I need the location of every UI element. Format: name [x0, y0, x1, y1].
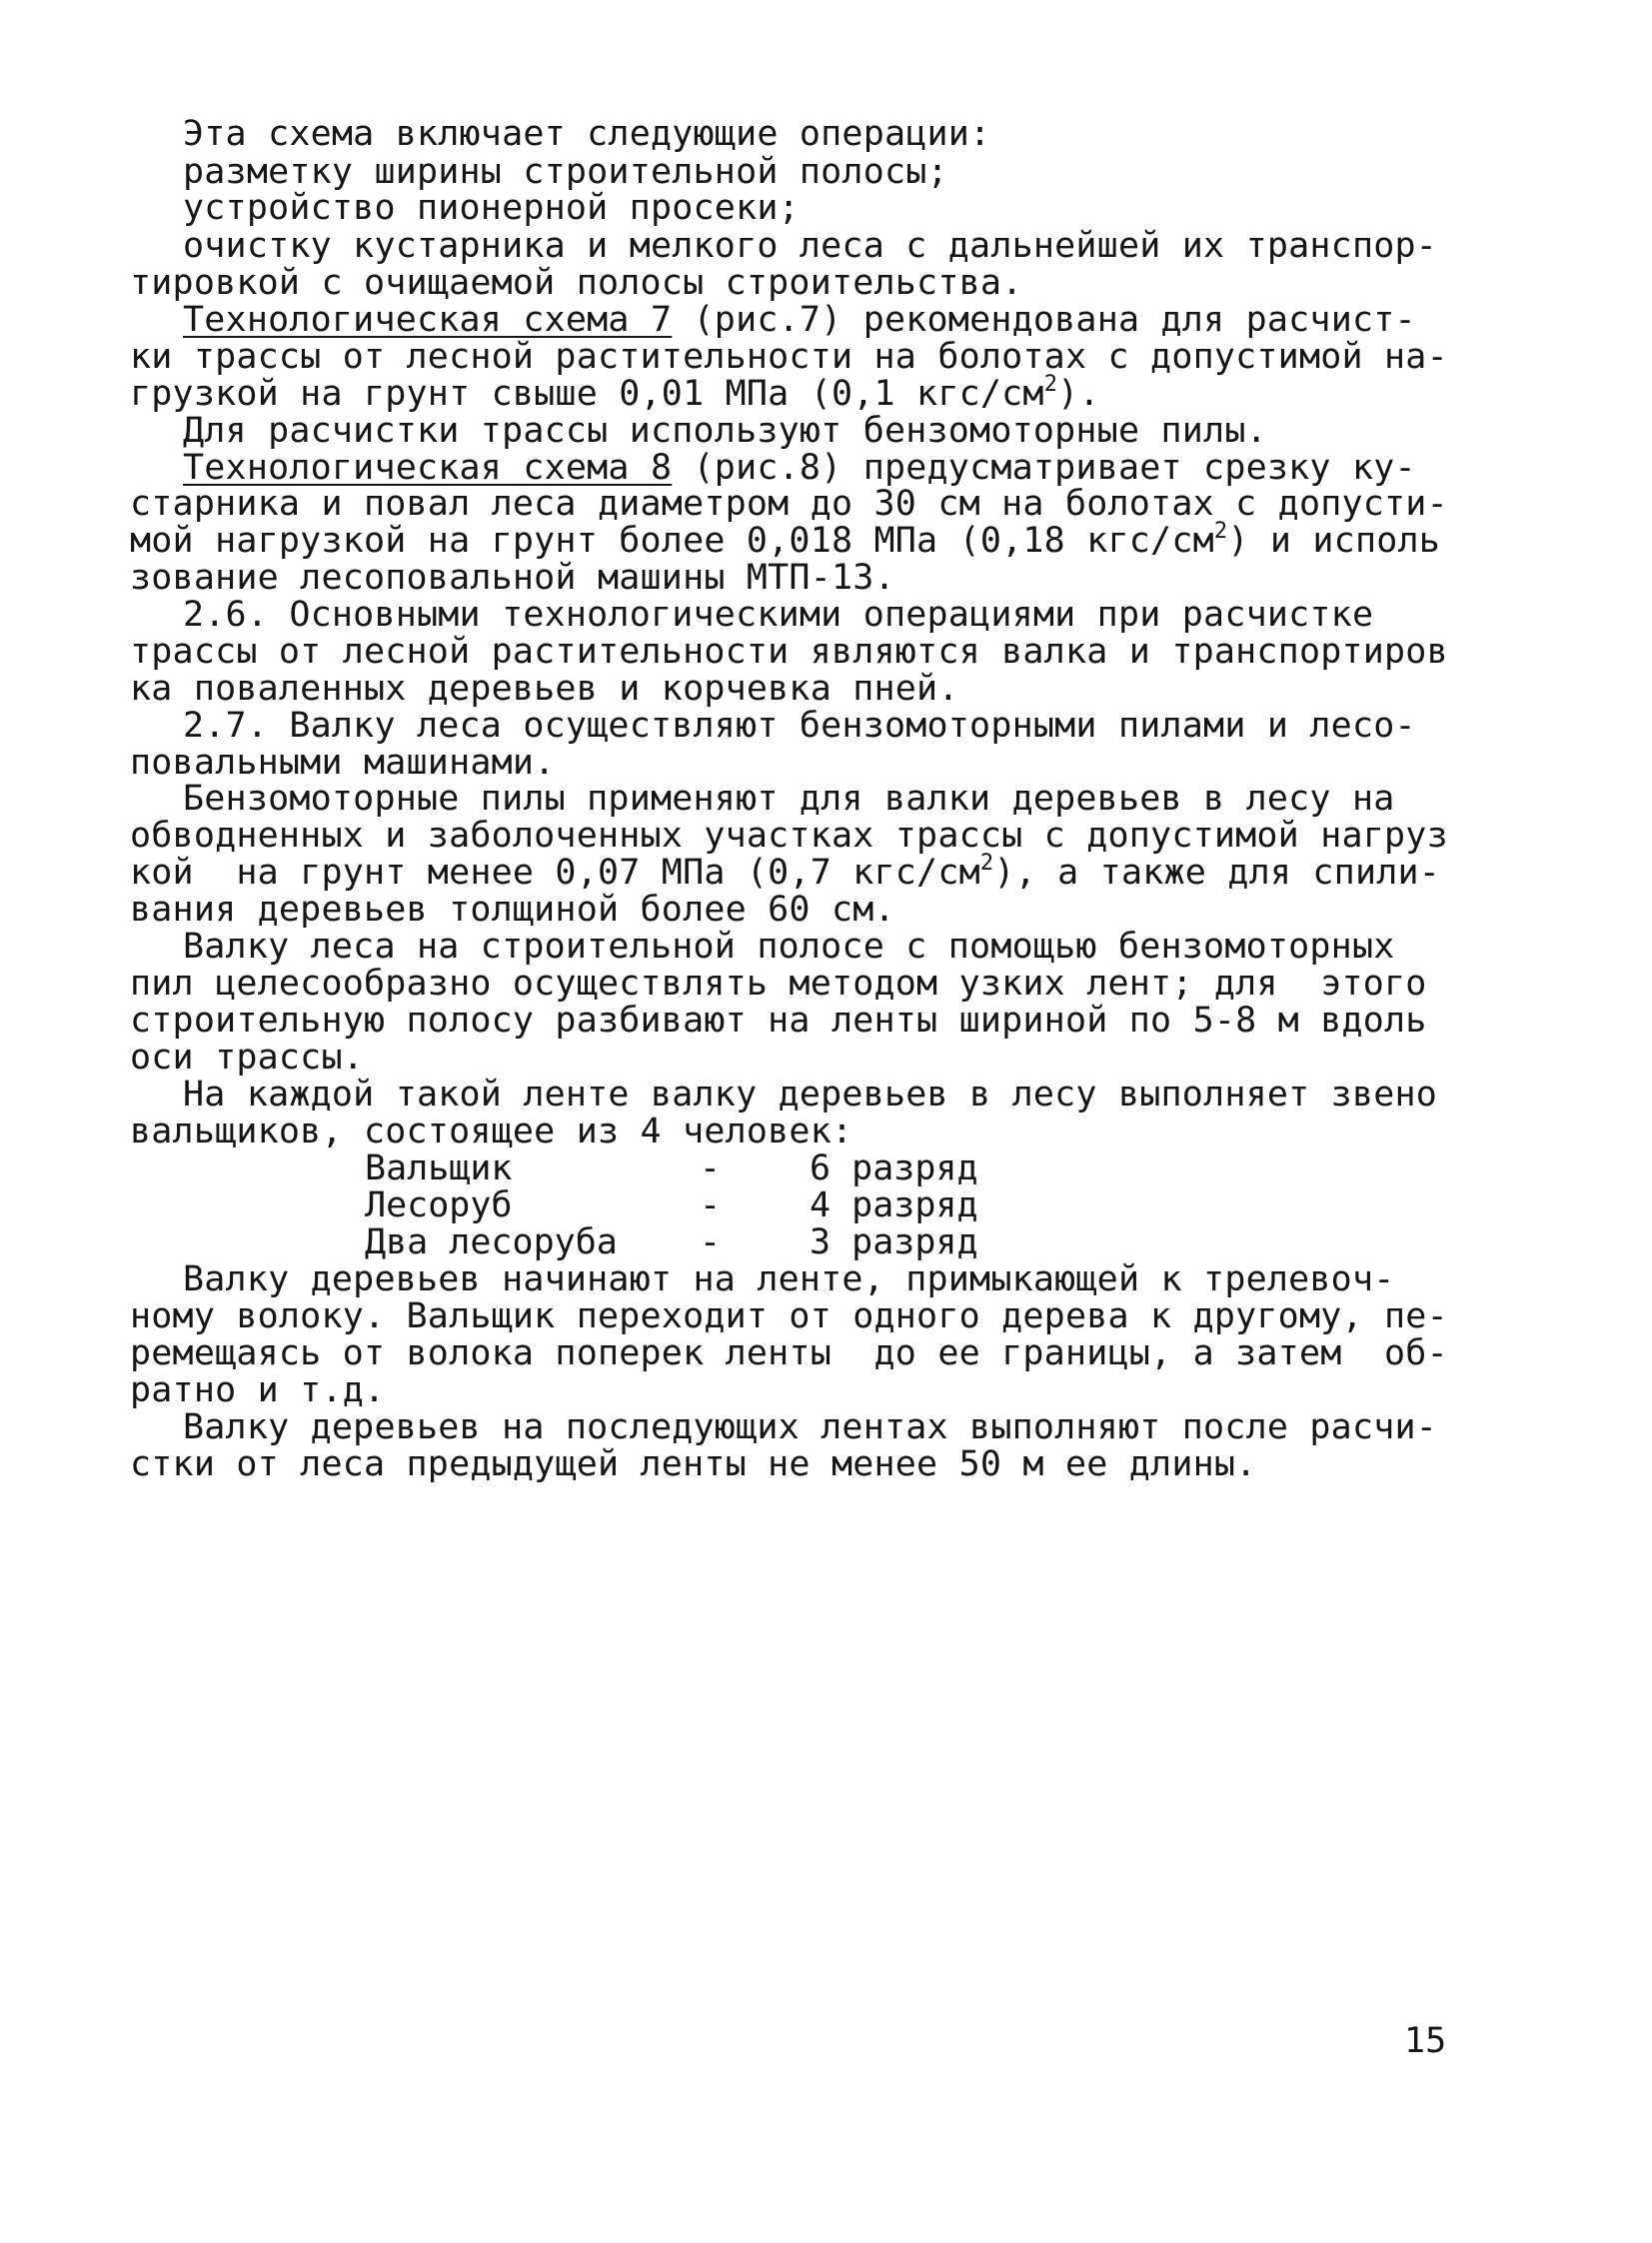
crew-grade: 3 разряд: [810, 1222, 978, 1262]
paragraph-line: старника и повал леса диаметром до 30 см на болотах с допусти-: [130, 484, 1448, 524]
paragraph-line: 2.7. Валку леса осуществляют бензомоторными пилами и лесо-: [183, 706, 1416, 746]
paragraph-line: очистку кустарника и мелкого леса с дальнейшей их транспор-: [183, 226, 1438, 266]
paragraph-line: Валку деревьев начинают на ленте, примыкающей к трелевоч-: [183, 1259, 1395, 1299]
paragraph-line: стки от леса предыдущей ленты не менее 50 м ее длины.: [130, 1444, 1257, 1484]
paragraph-line: ному волоку. Вальщик переходит от одного дерева к другому, пе-: [130, 1296, 1448, 1336]
paragraph-line: вальщиков, состоящее из 4 человек:: [130, 1112, 853, 1151]
paragraph-line: Бензомоторные пилы применяют для валки деревьев в лесу на: [183, 779, 1395, 819]
page-number: 15: [1404, 2021, 1447, 2061]
paragraph-line: трассы от лесной растительности являются валка и транспортиров: [130, 632, 1448, 672]
paragraph-line: мой нагрузкой на грунт более 0,018 МПа (0,18 кгс/$см^2$) и исполь: [130, 519, 1441, 561]
scheme-7-reference: Технологическая схема 7: [183, 300, 673, 340]
paragraph-line: оси трассы.: [130, 1038, 364, 1078]
paragraph-line: устройство пионерной просеки;: [183, 188, 800, 228]
crew-grade: 6 разряд: [810, 1148, 978, 1188]
paragraph-line: пил целесообразно осуществлять методом узких лент; для этого: [130, 964, 1427, 1004]
crew-role: Вальщик: [365, 1148, 513, 1188]
paragraph-line: разметку ширины строительной полосы;: [183, 152, 948, 192]
paragraph-line: кой на грунт менее 0,07 МПа (0,7 кгс/$см^2$), а также для спили-: [130, 851, 1441, 893]
crew-grade: 4 разряд: [810, 1185, 978, 1225]
paragraph-line: На каждой такой ленте валку деревьев в лесу выполняет звено: [183, 1075, 1438, 1115]
paragraph-line: ка поваленных деревьев и корчевка пней.: [130, 669, 959, 709]
paragraph-line: грузкой на грунт свыше 0,01 МПа (0,1 кгс/$см^2$).: [130, 372, 1100, 414]
paragraph-line: Технологическая схема 7 (рис.7) рекомендована для расчист-: [183, 300, 1416, 340]
paragraph-line: ки трассы от лесной растительности на болотах с допустимой на-: [130, 337, 1448, 377]
scheme-8-reference: Технологическая схема 8: [183, 448, 673, 488]
paragraph-line: Валку леса на строительной полосе с помощью бензомоторных: [183, 927, 1395, 967]
paragraph-line: 2.6. Основными технологическими операциями при расчистке: [183, 595, 1374, 635]
paragraph-line: зование лесоповальной машины МТП-13.: [130, 558, 895, 598]
paragraph-line: повальными машинами.: [130, 743, 556, 783]
paragraph-line: тировкой с очищаемой полосы строительства.: [130, 263, 1023, 303]
paragraph-line: ратно и т.д.: [130, 1370, 386, 1410]
paragraph-line: ремещаясь от волока поперек ленты до ее границы, а затем об-: [130, 1333, 1448, 1373]
paragraph-line: Эта схема включает следующие операции:: [183, 114, 991, 154]
paragraph-line: Валку деревьев на последующих лентах выполняют после расчи-: [183, 1407, 1438, 1447]
crew-dash: -: [700, 1222, 722, 1262]
paragraph-line: Технологическая схема 8 (рис.8) предусматривает срезку ку-: [183, 448, 1416, 488]
paragraph-line: обводненных и заболоченных участках трассы с допустимой нагруз: [130, 816, 1448, 856]
crew-role: Лесоруб: [365, 1185, 513, 1225]
paragraph-line: Для расчистки трассы используют бензомоторные пилы.: [183, 411, 1267, 451]
crew-role: Два лесоруба: [365, 1222, 618, 1262]
paragraph-line: вания деревьев толщиной более 60 см.: [130, 890, 895, 930]
paragraph-line: строительную полосу разбивают на ленты шириной по 5-8 м вдоль: [130, 1001, 1427, 1041]
crew-dash: -: [700, 1185, 722, 1225]
crew-dash: -: [700, 1148, 722, 1188]
